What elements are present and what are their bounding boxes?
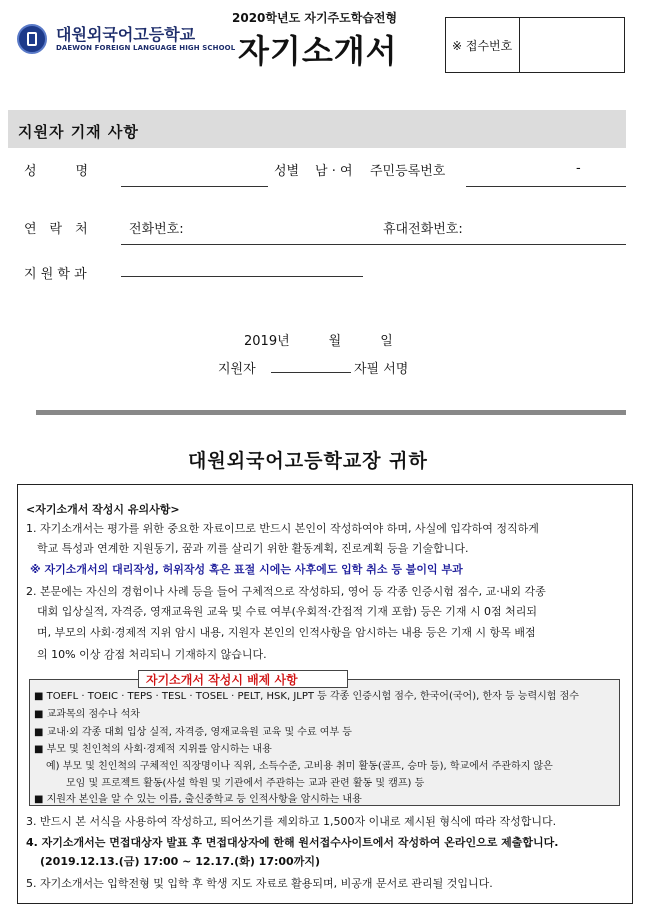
addressee: 대원외국어고등학교장 귀하 (188, 450, 428, 472)
date-line: 2019년 월 일 (244, 334, 393, 349)
exclusion-title: 자기소개서 작성시 배제 사항 (146, 673, 298, 687)
rrn-separator: - (576, 161, 581, 176)
notice-item-1-cont: 학교 특성과 연계한 지원동기, 꿈과 끼를 살리기 위한 활동계획, 진로계획 등을 기술합니다. (37, 542, 469, 555)
rrn-label: 주민등록번호 (370, 164, 446, 179)
mobile-label: 휴대전화번호: (383, 222, 463, 237)
exclusion-item: ■ 지원자 본인을 알 수 있는 이름, 출신중학교 등 인적사항을 암시하는 내용 (34, 794, 362, 805)
exclusion-item: ■ 교내·외 각종 대회 입상 실적, 자격증, 영재교육원 교육 및 수료 여부 등 (34, 727, 352, 738)
notice-item-1: 1. 자기소개서는 평가를 위한 중요한 자료이므로 반드시 본인이 작성하여야 하며, 사실에 입각하여 정직하게 (26, 522, 539, 535)
exclusion-item: ■ TOEFL · TOEIC · TEPS · TESL · TOSEL · PELT, HSK, JLPT 등 각종 인증시험 점수, 한국어(국어), 한자 등 능력시험 점수 (34, 691, 579, 702)
notice-item-4: 4. 자기소개서는 면접대상자 발표 후 면접대상자에 한해 원서접수사이트에서 작성하여 온라인으로 제출합니다. (26, 836, 559, 849)
notice-item-2-cont2: 며, 부모의 사회·경제적 지위 암시 내용, 지원자 본인의 인적사항을 암시하는 내용 등은 기재 시 항목 배점 (37, 626, 536, 639)
rrn-field[interactable] (466, 186, 626, 187)
divider (36, 410, 626, 415)
name-label: 성 명 (24, 164, 89, 179)
page-title: 자기소개서 (238, 32, 398, 70)
gender-label: 성별 (274, 164, 300, 179)
notice-item-3: 3. 반드시 본 서식을 사용하여 작성하고, 띄어쓰기를 제외하고 1,500자 이내로 제시된 형식에 따라 작성합니다. (26, 815, 557, 828)
exclusion-item: ■ 교과목의 점수나 석차 (34, 709, 140, 720)
school-logo-icon (17, 24, 47, 54)
section-title: 지원자 기재 사항 (18, 123, 139, 141)
signature-field[interactable] (271, 372, 351, 373)
receipt-number-box (445, 17, 625, 73)
gender-options[interactable]: 남 · 여 (315, 164, 353, 179)
contact-label: 연 락 처 (24, 222, 88, 237)
phone-label: 전화번호: (129, 222, 184, 237)
receipt-label: ※ 접수번호 (452, 39, 513, 53)
contact-field[interactable] (121, 244, 626, 245)
exclusion-example-cont: 모임 및 프로젝트 활동(사설 학원 및 기관에서 주관하는 교과 관련 활동 및 캠프) 등 (66, 778, 425, 789)
exclusion-item: ■ 부모 및 친인척의 사회·경제적 지위를 암시하는 내용 (34, 744, 272, 755)
school-name-en: DAEWON FOREIGN LANGUAGE HIGH SCHOOL (56, 44, 236, 52)
notice-item-2-cont1: 대회 입상실적, 자격증, 영재교육원 교육 및 수료 여부(우회적·간접적 기재 포함) 등은 기재 시 0점 처리되 (37, 605, 538, 618)
department-label: 지 원 학 과 (24, 267, 87, 282)
warning-text: ※ 자기소개서의 대리작성, 허위작성 혹은 표절 시에는 사후에도 입학 취소 등 불이익 부과 (30, 563, 463, 576)
submission-period: (2019.12.13.(금) 17:00 ~ 12.17.(화) 17:00까지) (40, 855, 320, 868)
notice-item-2: 2. 본문에는 자신의 경험이나 사례 등을 들어 구체적으로 작성하되, 영어 등 각종 인증시험 점수, 교·내외 각종 (26, 585, 546, 598)
form-subtitle: 2020학년도 자기주도학습전형 (232, 11, 398, 25)
name-field[interactable] (121, 186, 268, 187)
notice-item-5: 5. 자기소개서는 입학전형 및 입학 후 학생 지도 자료로 활용되며, 비공개 문서로 관리될 것입니다. (26, 877, 493, 890)
notice-heading: <자기소개서 작성시 유의사항> (26, 503, 180, 516)
school-name-kr: 대원외국어고등학교 (56, 25, 196, 44)
receipt-divider (519, 18, 520, 72)
signature-label: 자필 서명 (354, 362, 409, 377)
exclusion-example: 예) 부모 및 친인척의 구체적인 직장명이나 직위, 소득수준, 고비용 취미 활동(골프, 승마 등), 학교에서 주관하지 않은 (46, 761, 553, 772)
department-field[interactable] (121, 276, 363, 277)
notice-item-2-cont3: 의 10% 이상 감점 처리되니 기재하지 않습니다. (37, 648, 267, 661)
applicant-label: 지원자 (218, 362, 256, 377)
